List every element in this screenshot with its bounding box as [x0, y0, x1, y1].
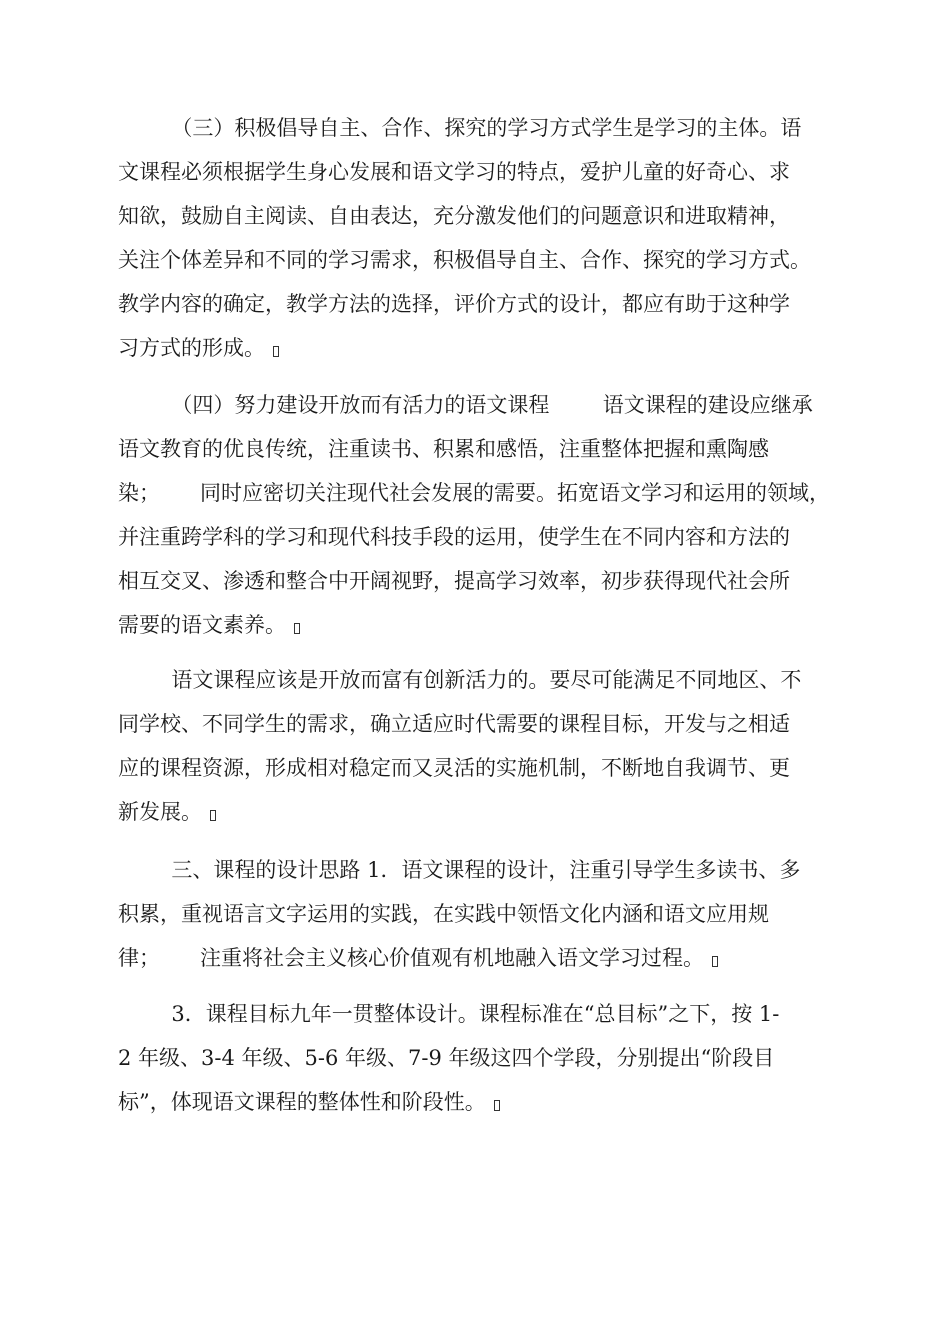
- paragraph-end-mark-icon: [273, 346, 279, 357]
- paragraph-line-last: [118, 1080, 838, 1124]
- paragraph-end-mark-icon: [294, 623, 300, 634]
- paragraph-line: 积累，重视语言文字运用的实践，在实践中领悟文化内涵和语文应用规: [118, 902, 769, 926]
- paragraph-line: 语文课程应该是开放而富有创新活力的。要尽可能满足不同地区、不: [118, 668, 802, 692]
- paragraph-line: 三、课程的设计思路 1．语文课程的设计，注重引导学生多读书、多: [118, 858, 801, 882]
- paragraph-4: [118, 848, 838, 980]
- paragraph-1: [118, 106, 838, 370]
- paragraph-line: 2 年级、3-4 年级、5-6 年级、7-9 年级这四个学段，分别提出“阶段目: [118, 1046, 775, 1070]
- paragraph-line-last: [118, 790, 838, 834]
- paragraph-line-last: [118, 603, 838, 647]
- paragraph-line-text: 律； 注重将社会主义核心价值观有机地融入语文学习过程。: [118, 946, 705, 970]
- paragraph-2: [118, 383, 838, 647]
- paragraph-line: 文课程必须根据学生身心发展和语文学习的特点，爱护儿童的好奇心、求: [118, 160, 790, 184]
- paragraph-line-text: 标”，体现语文课程的整体性和阶段性。: [118, 1090, 486, 1114]
- paragraph-line-last: [118, 936, 838, 980]
- paragraph-end-mark-icon: [210, 810, 216, 821]
- paragraph-line: 染； 同时应密切关注现代社会发展的需要。拓宽语文学习和运用的领域，: [118, 481, 831, 505]
- paragraph-line-text: 习方式的形成。: [118, 336, 265, 360]
- paragraph-5: [118, 992, 838, 1124]
- paragraph-line: 3．课程目标九年一贯整体设计。课程标准在“总目标”之下，按 1-: [118, 1002, 780, 1026]
- paragraph-line-text: 需要的语文素养。: [118, 613, 286, 637]
- paragraph-line: （三）积极倡导自主、合作、探究的学习方式学生是学习的主体。语: [118, 116, 802, 140]
- paragraph-3: [118, 658, 838, 834]
- paragraph-end-mark-icon: [712, 956, 718, 967]
- paragraph-end-mark-icon: [494, 1100, 500, 1111]
- paragraph-line: （四）努力建设开放而有活力的语文课程 语文课程的建设应继承: [118, 393, 813, 417]
- paragraph-line-last: [118, 326, 838, 370]
- paragraph-line: 并注重跨学科的学习和现代科技手段的运用，使学生在不同内容和方法的: [118, 525, 790, 549]
- paragraph-line: 关注个体差异和不同的学习需求，积极倡导自主、合作、探究的学习方式。: [118, 248, 811, 272]
- paragraph-line: 同学校、不同学生的需求，确立适应时代需要的课程目标，开发与之相适: [118, 712, 790, 736]
- paragraph-line: 教学内容的确定，教学方法的选择，评价方式的设计，都应有助于这种学: [118, 292, 790, 316]
- paragraph-line: 语文教育的优良传统，注重读书、积累和感悟，注重整体把握和熏陶感: [118, 437, 769, 461]
- paragraph-line: 相互交叉、渗透和整合中开阔视野，提高学习效率，初步获得现代社会所: [118, 569, 790, 593]
- paragraph-line: 应的课程资源，形成相对稳定而又灵活的实施机制，不断地自我调节、更: [118, 756, 790, 780]
- paragraph-line: 知欲，鼓励自主阅读、自由表达，充分激发他们的问题意识和进取精神，: [118, 204, 790, 228]
- paragraph-line-text: 新发展。: [118, 800, 202, 824]
